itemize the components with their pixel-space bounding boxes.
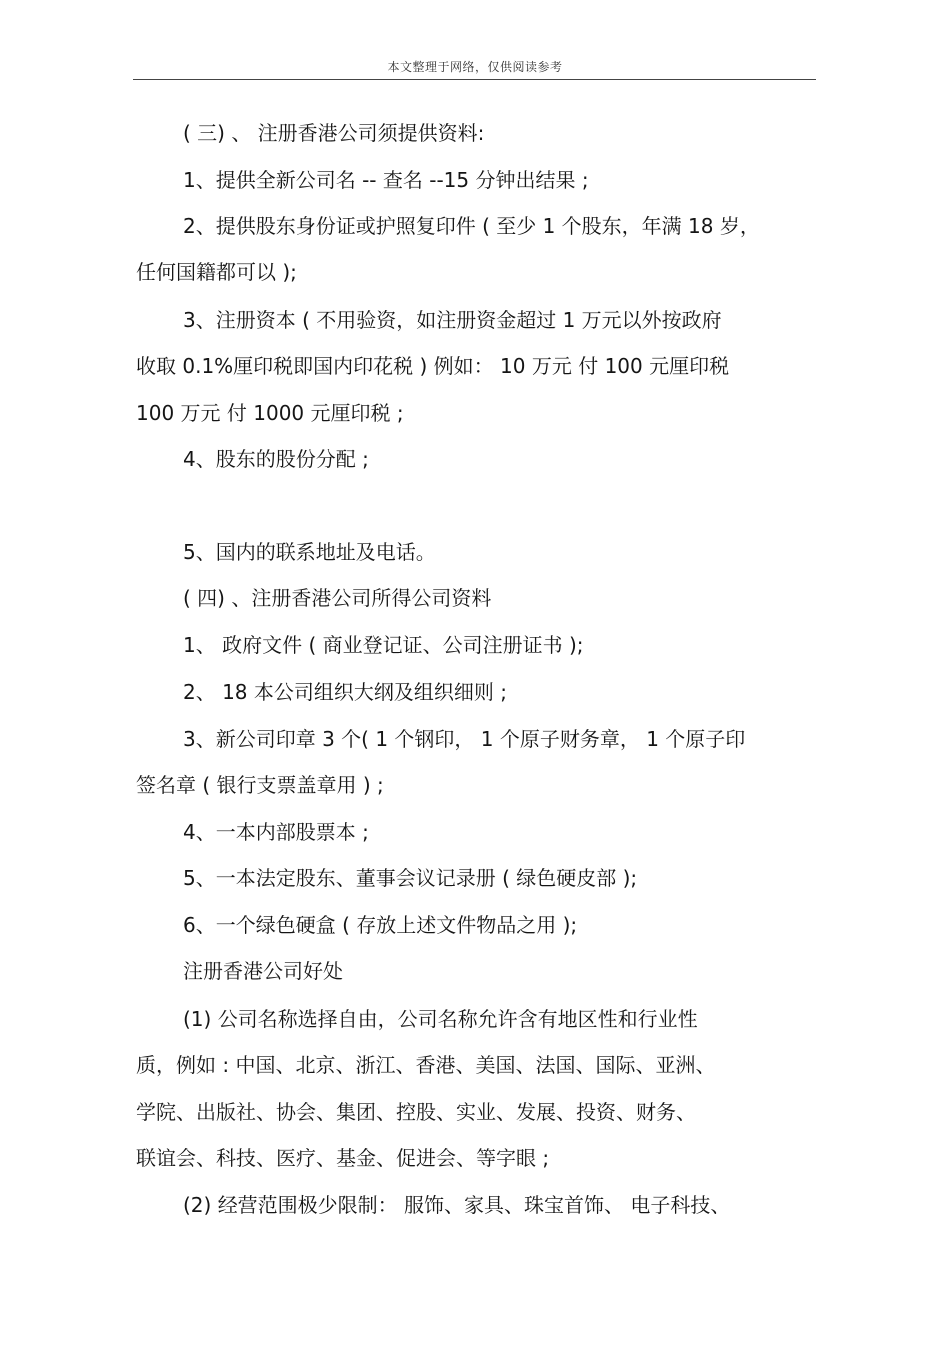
benefit-item-continuation: 质，例如 : 中国、北京、浙江、香港、美国、法国、国际、亚洲、 <box>136 1053 716 1077</box>
list-item: 4、一本内部股票本 ; <box>183 820 369 844</box>
header-divider <box>133 79 816 80</box>
list-item: 4、股东的股份分配 ; <box>183 447 369 471</box>
list-item: 3、注册资本 ( 不用验资，如注册资金超过 1 万元以外按政府 <box>183 308 722 332</box>
benefit-item: (1) 公司名称选择自由，公司名称允许含有地区性和行业性 <box>183 1007 698 1031</box>
list-item: 5、一本法定股东、董事会议记录册 ( 绿色硬皮部 ); <box>183 866 638 890</box>
benefit-item-continuation: 学院、出版社、协会、集团、控股、实业、发展、投资、财务、 <box>136 1100 696 1124</box>
list-item: 3、新公司印章 3 个( 1 个钢印， 1 个原子财务章， 1 个原子印 <box>183 727 746 751</box>
list-item: 1、提供全新公司名 -- 查名 --15 分钟出结果 ; <box>183 168 589 192</box>
list-item-continuation: 任何国籍都可以 ); <box>136 260 297 284</box>
list-item-continuation: 签名章 ( 银行支票盖章用 ) ; <box>136 773 384 797</box>
list-item: 6、一个绿色硬盒 ( 存放上述文件物品之用 ); <box>183 913 578 937</box>
benefit-item-continuation: 联谊会、科技、医疗、基金、促进会、等字眼 ; <box>136 1146 550 1170</box>
section-heading-4: ( 四) 、注册香港公司所得公司资料 <box>183 586 492 610</box>
section-heading-3: ( 三) 、 注册香港公司须提供资料: <box>183 121 485 145</box>
list-item: 2、 18 本公司组织大纲及组织细则 ; <box>183 680 507 704</box>
list-item-continuation: 收取 0.1%厘印税即国内印花税 ) 例如： 10 万元 付 100 元厘印税 <box>136 354 730 378</box>
page-header: 本文整理于网络，仅供阅读参考 <box>387 60 563 74</box>
list-item: 1、 政府文件 ( 商业登记证、公司注册证书 ); <box>183 633 584 657</box>
list-item: 2、提供股东身份证或护照复印件 ( 至少 1 个股东，年满 18 岁， <box>183 214 760 238</box>
list-item: 5、国内的联系地址及电话。 <box>183 540 436 564</box>
list-item-continuation: 100 万元 付 1000 元厘印税 ; <box>136 401 404 425</box>
section-heading-benefits: 注册香港公司好处 <box>183 959 343 983</box>
benefit-item: (2) 经营范围极少限制： 服饰、家具、珠宝首饰、 电子科技、 <box>183 1193 731 1217</box>
